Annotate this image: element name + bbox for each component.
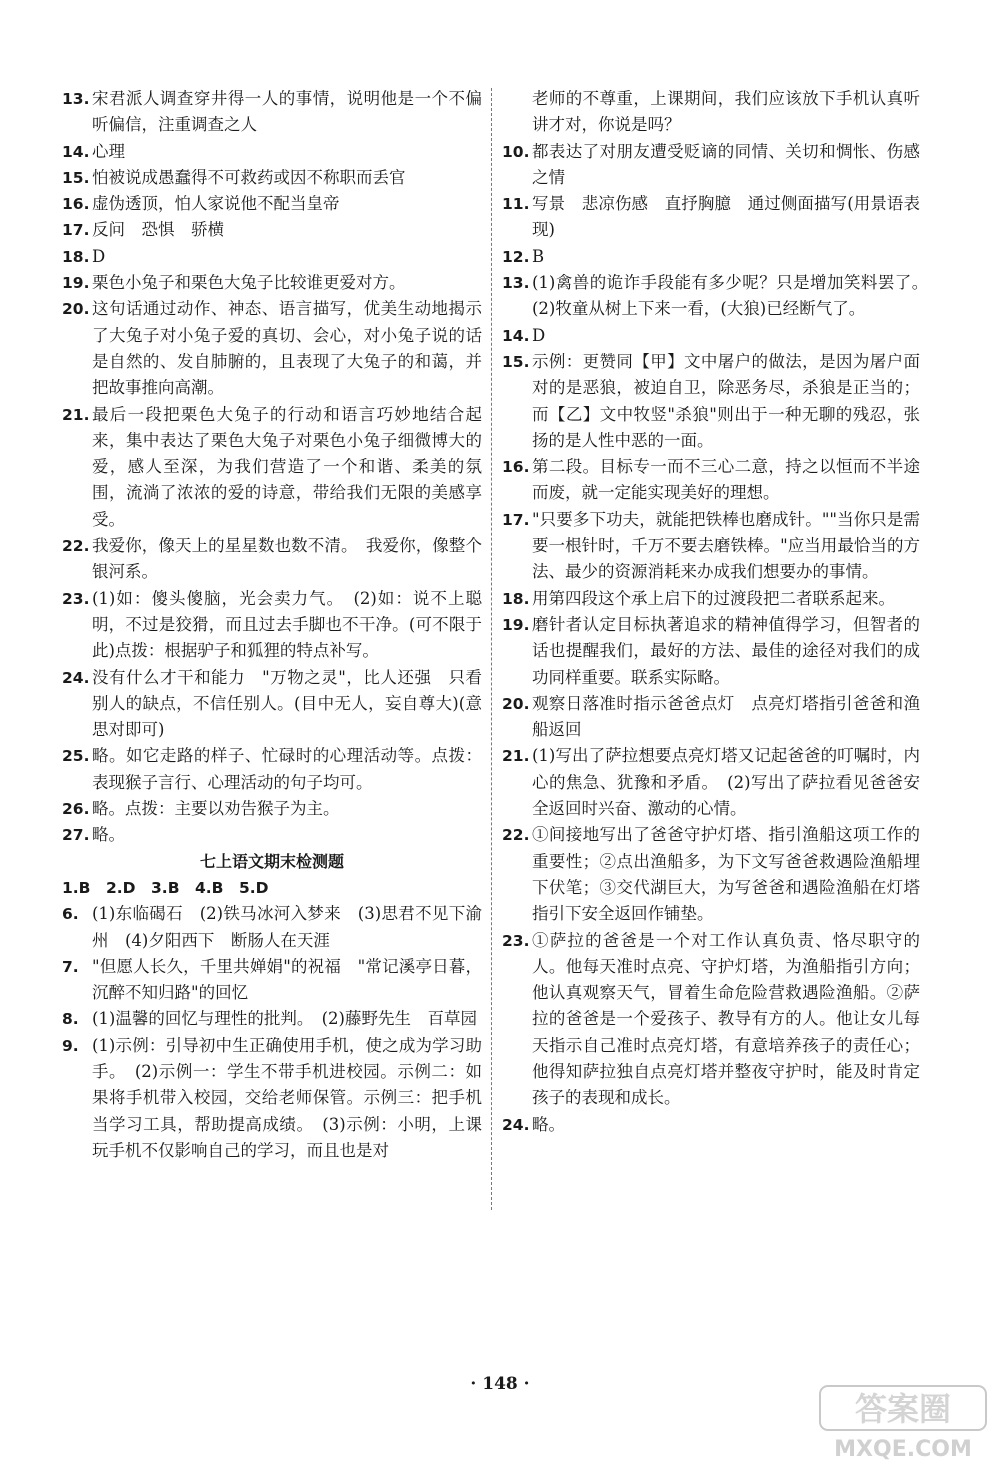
answer-text: 没有什么才干和能力 "万物之灵"，比人还强 只看别人的缺点，不信任别人。(目中无人，妄自尊大)(意思对即可): [92, 667, 482, 740]
answer-item: [62, 402, 482, 533]
answer-number: 20.: [62, 300, 90, 319]
answer-text: (1)禽兽的诡诈手段能有多少呢？只是增加笑料罢了。 (2)牧童从树上下来一看，(大狼)已经断气了。: [532, 273, 937, 319]
answer-item: [502, 139, 920, 192]
answer-text: (1)温馨的回忆与理性的批判。 (2)藤野先生 百草园: [92, 1009, 477, 1029]
left-answer-list: [62, 86, 482, 849]
answer-item: [62, 665, 482, 744]
answer-item: [502, 244, 920, 270]
answer-number: 16.: [502, 458, 530, 477]
answer-number: 6.: [62, 905, 79, 924]
answer-item: [62, 191, 482, 217]
answer-text: 栗色小兔子和栗色大兔子比较谁更爱对方。: [92, 273, 406, 293]
answer-number: 18.: [502, 589, 530, 608]
answer-item: [62, 270, 482, 296]
answer-item: [62, 244, 482, 270]
answer-item: [502, 743, 920, 822]
answer-text: 观察日落准时指示爸爸点灯 点亮灯塔指引爸爸和渔船返回: [532, 693, 920, 740]
answer-text: (1)示例：引导初中生正确使用手机，使之成为学习助手。 (2)示例一：学生不带手机进校园。示例二：如果将手机带入校园，交给老师保管。示例三：把手机当学习工具，帮助提高成绩。 (3)示例：小明，上课玩手机不仅影响自己的学习，而且也是对: [92, 1035, 482, 1160]
answer-text: 略。点拨：主要以劝告猴子为主。: [92, 799, 340, 819]
answer-number: 15.: [502, 352, 530, 371]
answer-text: 示例：更赞同【甲】文中屠户的做法，是因为屠户面对的是恶狼，被迫自卫，除恶务尽，杀狼是正当的；而【乙】文中牧竖"杀狼"则出于一种无聊的残忍，张扬的是人性中恶的一面。: [532, 351, 920, 450]
answer-number: 21.: [62, 405, 90, 424]
answer-text: D: [92, 246, 106, 266]
answer-number: 27.: [62, 826, 90, 845]
column-divider: [491, 88, 492, 1210]
answer-item: [62, 86, 482, 139]
answer-number: 21.: [502, 747, 530, 766]
answer-text: B: [532, 246, 545, 266]
answer-text: 我爱你，像天上的星星数也数不清。 我爱你，像整个银河系。: [92, 536, 482, 582]
page-number: · 148 ·: [470, 1374, 530, 1394]
right-answer-list: [502, 139, 937, 1138]
answer-text: 用第四段这个承上启下的过渡段把二者联系起来。: [532, 588, 895, 608]
section-title: 七上语文期末检测题: [199, 851, 344, 871]
answer-text: "但愿人长久，千里共婵娟"的祝福 "常记溪亭日暮，沉醉不知归路"的回忆: [92, 956, 482, 1003]
answer-number: 19.: [502, 615, 530, 634]
answer-item: [502, 270, 937, 323]
answer-number: 13.: [62, 90, 90, 108]
answer-text: 磨针者认定目标执著追求的精神值得学习，但智者的话也提醒我们，最好的方法、最佳的途径对我们的成功同样重要。联系实际略。: [532, 614, 920, 687]
answer-number: 24.: [502, 1115, 530, 1134]
answer-number: 26.: [62, 800, 90, 819]
answer-text: "只要多下功夫，就能把铁棒也磨成针。""当你只是需要一根针时，千万不要去磨铁棒。"应当用最恰当的方法、最少的资源消耗来办成我们想要办的事情。: [532, 509, 920, 582]
watermark-logo: [818, 1384, 988, 1462]
answer-text: (1)东临碣石 (2)铁马冰河入梦来 (3)思君不见下渝州 (4)夕阳西下 断肠人在天涯: [92, 904, 482, 950]
answer-item: [502, 612, 920, 691]
answer-number: 18.: [62, 247, 90, 266]
answer-item: [502, 928, 920, 1112]
answer-item: [62, 1033, 482, 1164]
answer-number: 11.: [502, 195, 530, 214]
watermark-title: 答案圈: [854, 1390, 952, 1428]
multiple-choice-answers: 1.B 2.D 3.B 4.B 5.D: [62, 878, 269, 897]
answer-text: 这句话通过动作、神态、语言描写，优美生动地揭示了大兔子对小兔子爱的真切、会心，对小兔子说的话是自然的、发自肺腑的，且表现了大兔子的和蔼，并把故事推向高潮。: [92, 299, 482, 398]
answer-text: 反问 恐惧 骄横: [92, 220, 224, 240]
answer-text: 心理: [92, 141, 125, 161]
answer-item: [62, 586, 482, 665]
answer-item: [62, 139, 482, 165]
answer-item: [502, 1112, 920, 1138]
answer-text: 第二段。目标专一而不三心二意，持之以恒而不半途而废，就一定能实现美好的理想。: [532, 457, 920, 503]
answer-item: [62, 901, 482, 954]
answer-item: [502, 323, 920, 349]
left-answer-list-2: [62, 901, 482, 1164]
left-column: [62, 86, 482, 1164]
answer-number: 10.: [502, 142, 530, 161]
answer-number: 14.: [62, 142, 90, 161]
answer-item: [62, 217, 482, 243]
answer-number: 16.: [62, 195, 90, 214]
answer-item: [62, 796, 482, 822]
answer-number: 9.: [62, 1036, 79, 1055]
answer-text: 写景 悲凉伤感 直抒胸臆 通过侧面描写(用景语表现): [532, 194, 920, 240]
answer-number: 25.: [62, 747, 90, 766]
answer-item: [62, 165, 482, 191]
answer-number: 22.: [502, 826, 530, 845]
answer-number: 19.: [62, 274, 90, 293]
answer-number: 23.: [502, 931, 530, 950]
answer-number: 17.: [62, 221, 90, 240]
answer-item: [62, 533, 482, 586]
answer-text: 略。: [92, 825, 125, 845]
answer-number: 20.: [502, 694, 530, 713]
answer-text: 宋君派人调查穿井得一人的事情，说明他是一个不偏听偏信，注重调查之人: [92, 89, 482, 135]
answer-item: [502, 454, 920, 507]
answer-text: ①萨拉的爸爸是一个对工作认真负责、恪尽职守的人。他每天准时点亮、守护灯塔，为渔船指引方向；他认真观察天气，冒着生命危险营救遇险渔船。②萨拉的爸爸是一个爱孩子、教导有方的人。他让女儿每天指示自己准时点亮灯塔，有意培养孩子的责任心；他得知萨拉独自点亮灯塔并整夜守护时，能及时肯定孩子的表现和成长。: [532, 930, 920, 1108]
answer-text: ①间接地写出了爸爸守护灯塔、指引渔船这项工作的重要性；②点出渔船多，为下文写爸爸救遇险渔船埋下伏笔；③交代湖巨大，为写爸爸和遇险渔船在灯塔指引下安全返回作铺垫。: [532, 825, 920, 924]
answer-number: 8.: [62, 1010, 79, 1029]
answer-text: 怕被说成愚蠢得不可救药或因不称职而丢官: [92, 167, 406, 187]
answer-item: [62, 1006, 482, 1032]
continuation-text: 老师的不尊重，上课期间，我们应该放下手机认真听讲才对，你说是吗？: [532, 89, 920, 135]
answer-number: 12.: [502, 247, 530, 266]
answer-item: [502, 691, 920, 744]
answer-number: 7.: [62, 957, 79, 976]
answer-number: 13.: [502, 274, 530, 293]
answer-number: 14.: [502, 326, 530, 345]
answer-item: [502, 349, 920, 454]
answer-text: 最后一段把栗色大兔子的行动和语言巧妙地结合起来，集中表达了栗色大兔子对栗色小兔子细微博大的爱，感人至深，为我们营造了一个和谐、柔美的氛围，流淌了浓浓的爱的诗意，带给我们无限的美感享受。: [92, 404, 482, 529]
right-column: [502, 86, 937, 1138]
answer-item: [502, 507, 920, 586]
answer-text: 虚伪透顶，怕人家说他不配当皇帝: [92, 194, 340, 214]
answer-item: [62, 743, 482, 796]
answer-text: (1)如：傻头傻脑，光会卖力气。 (2)如：说不上聪明，不过是狡猾，而且过去手脚也不干净。(可不限于此)点拨：根据驴子和狐狸的特点补写。: [92, 588, 482, 661]
answer-item: [502, 191, 920, 244]
answer-item: [62, 296, 482, 401]
answer-item: [62, 954, 482, 1007]
answer-number: 24.: [62, 668, 90, 687]
answer-item: [502, 586, 920, 612]
answer-text: (1)写出了萨拉想要点亮灯塔又记起爸爸的叮嘱时，内心的焦急、犹豫和矛盾。 (2)写出了萨拉看见爸爸安全返回时兴奋、激动的心情。: [532, 746, 920, 819]
answer-number: 15.: [62, 168, 90, 187]
answer-text: D: [532, 325, 546, 345]
answer-item: [502, 822, 920, 927]
answer-text: 略。: [532, 1114, 565, 1134]
answer-number: 17.: [502, 510, 530, 529]
answer-text: 略。如它走路的样子、忙碌时的心理活动等。点拨：表现猴子言行、心理活动的句子均可。: [92, 746, 482, 792]
answer-text: 都表达了对朋友遭受贬谪的同情、关切和惆怅、伤感之情: [532, 141, 920, 187]
answer-item: [62, 822, 482, 848]
answer-number: 23.: [62, 589, 90, 608]
answer-number: 22.: [62, 537, 90, 556]
watermark-url: MXQE.COM: [834, 1437, 972, 1462]
